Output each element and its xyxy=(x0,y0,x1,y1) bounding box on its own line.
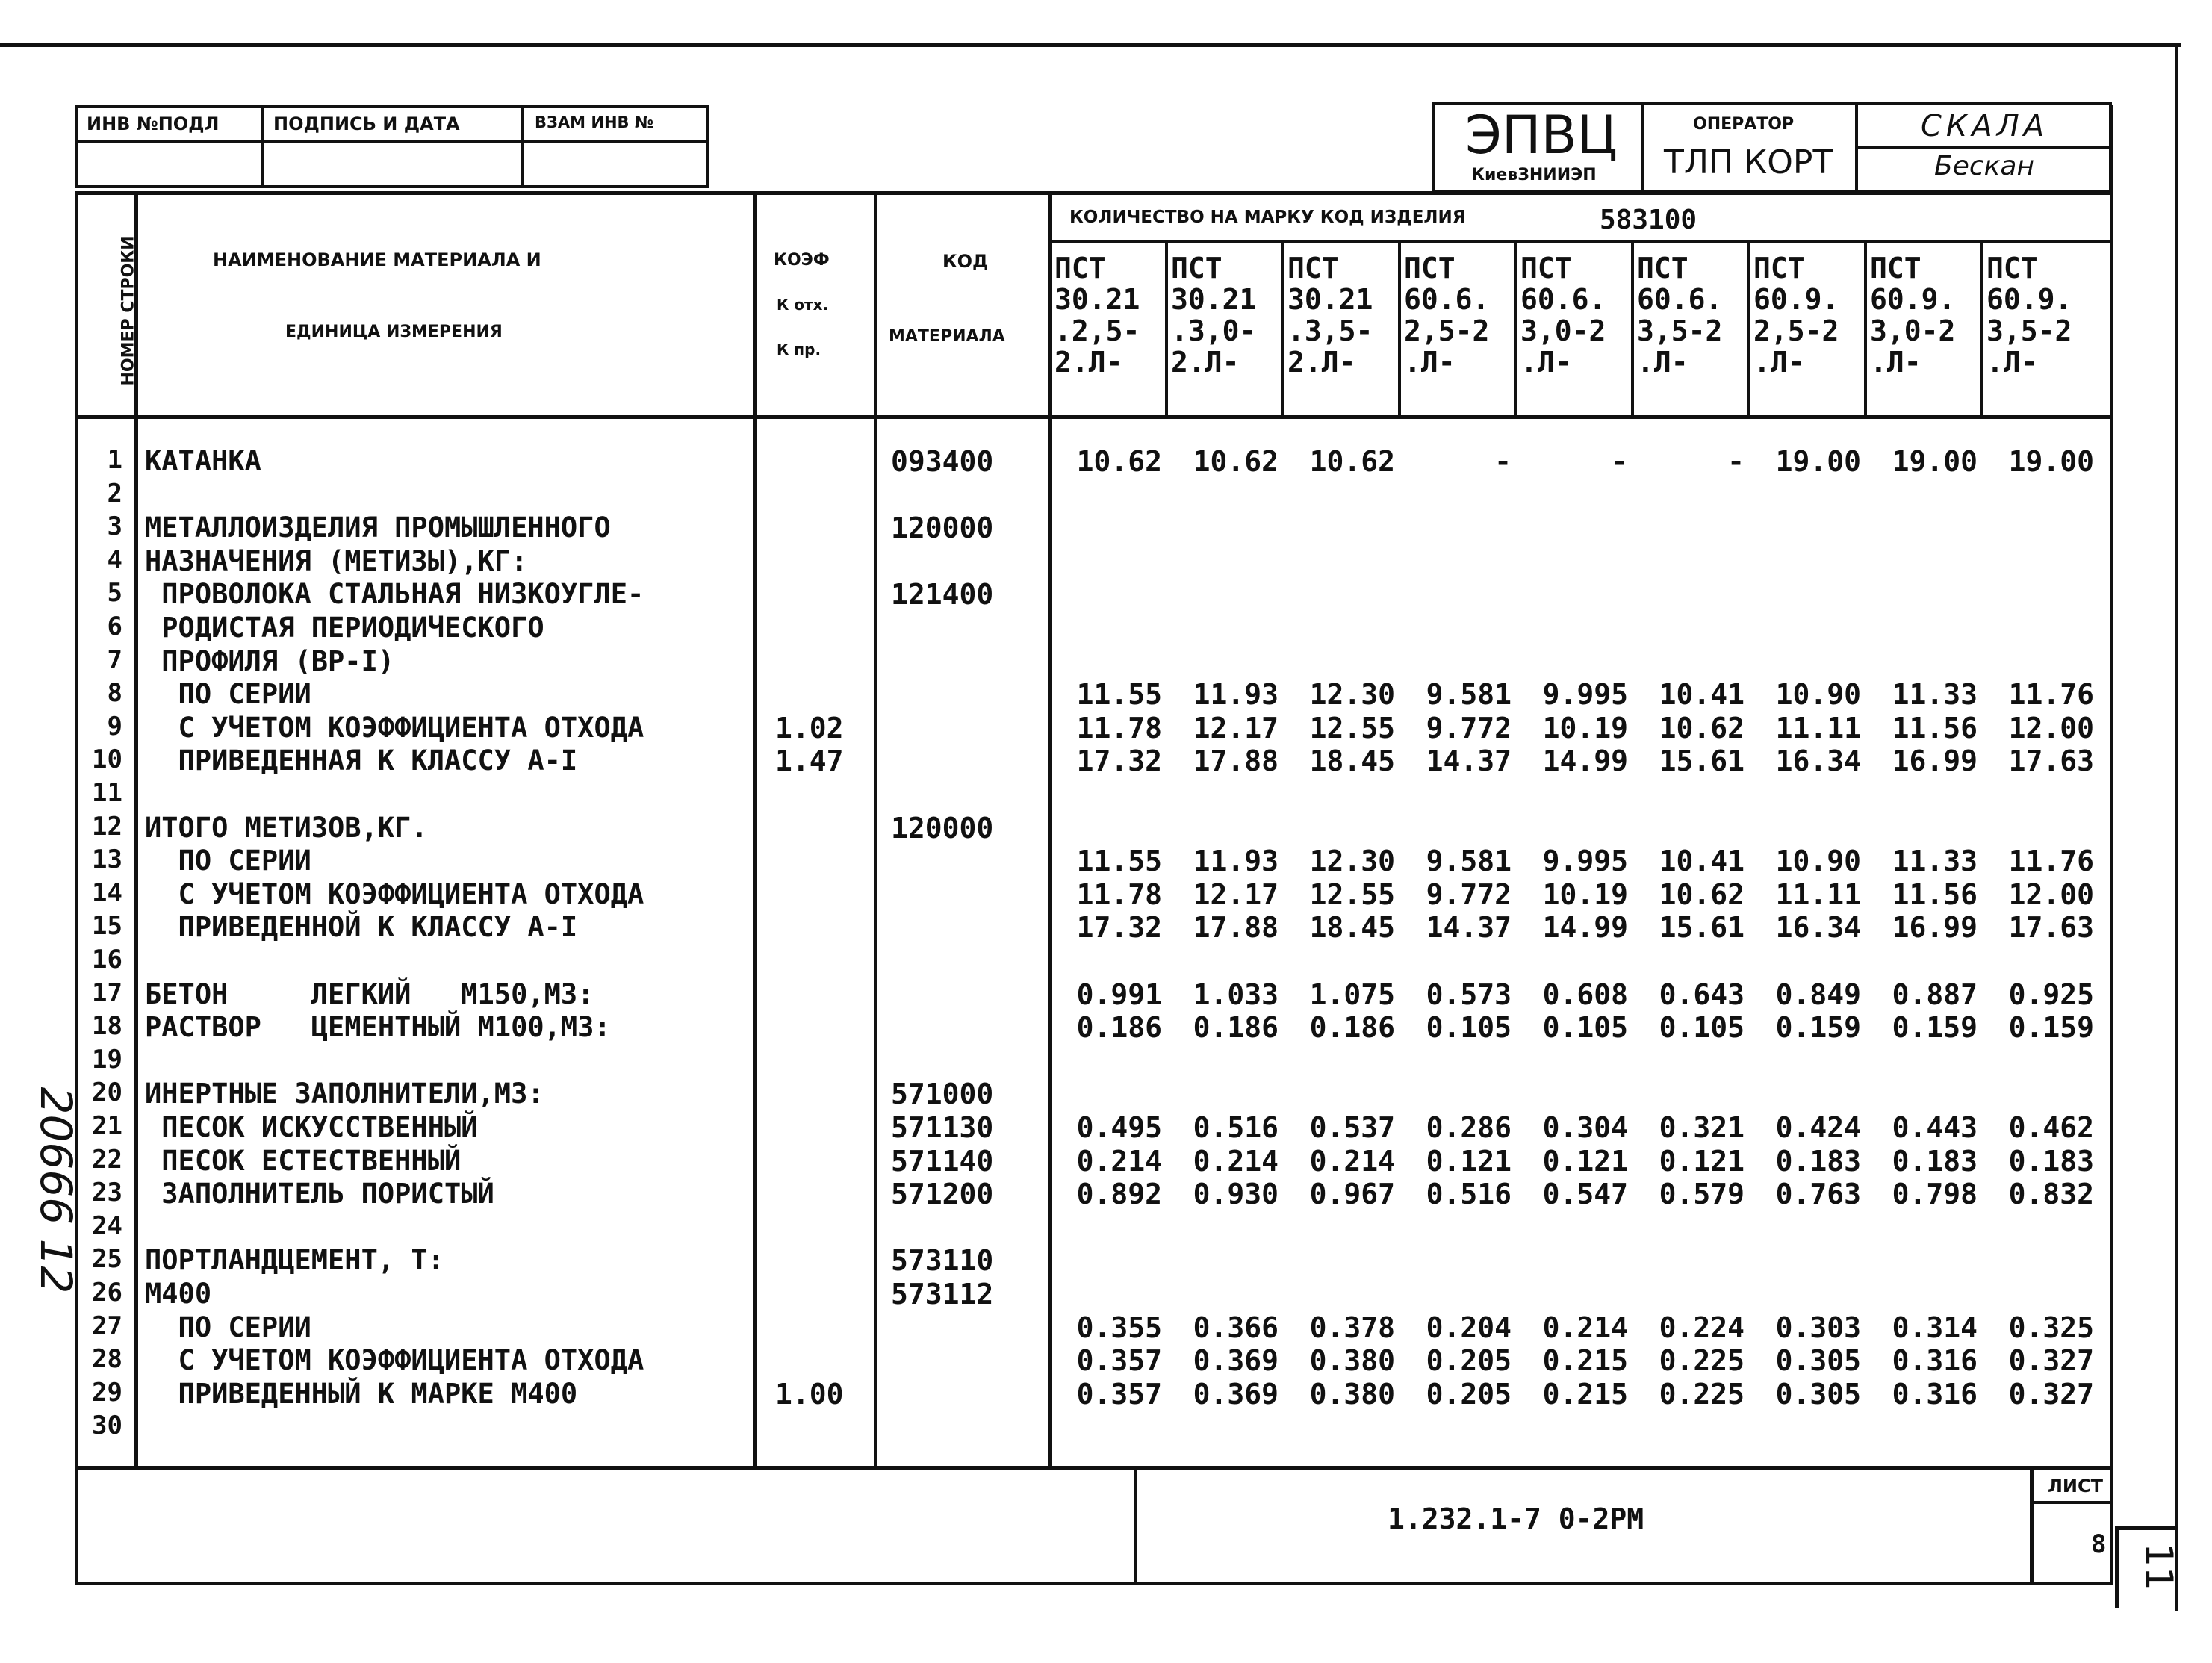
mark-sep xyxy=(1165,240,1168,417)
quantity-value: 1.075 xyxy=(1309,977,1395,1011)
mark-sep xyxy=(1980,240,1983,417)
coef-value: 1.47 xyxy=(775,745,844,778)
quantity-value: 0.215 xyxy=(1542,1377,1628,1411)
quantity-value: 0.887 xyxy=(1892,977,1978,1011)
mark-header-l3: 2,5-2 xyxy=(1404,314,1490,347)
row-number: 22 xyxy=(92,1144,122,1175)
quantity-value: 0.380 xyxy=(1309,1344,1395,1378)
mark-header-l1: ПСТ xyxy=(1054,252,1106,285)
mark-header-line xyxy=(1050,240,2113,243)
material-name: ПЕСОК ИСКУССТВЕННЫЙ xyxy=(145,1111,478,1143)
quantity-value: 0.357 xyxy=(1076,1344,1162,1378)
mark-sep xyxy=(1281,240,1284,417)
quantity-value: 10.19 xyxy=(1542,711,1628,745)
quantity-value: 16.34 xyxy=(1775,911,1861,945)
header-row-number: НОМЕР СТРОКИ xyxy=(119,236,138,386)
quantity-value: 0.643 xyxy=(1659,977,1745,1011)
side-tab xyxy=(2115,1526,2181,1608)
quantity-value: 0.225 xyxy=(1659,1344,1745,1378)
quantity-value: 0.357 xyxy=(1076,1377,1162,1411)
quantity-value: 11.76 xyxy=(2008,845,2094,878)
quantity-value: 0.321 xyxy=(1659,1111,1745,1144)
header-code-line2: МАТЕРИАЛА xyxy=(889,327,1005,346)
row-number: 1 xyxy=(107,445,122,475)
quantity-value: 11.33 xyxy=(1892,678,1978,712)
quantity-value: - xyxy=(1727,445,1745,478)
row-number: 10 xyxy=(92,745,122,775)
quantity-value: 14.37 xyxy=(1426,745,1512,778)
quantity-value: 11.78 xyxy=(1076,877,1162,911)
material-name: БЕТОН ЛЕГКИЙ М150,М3: xyxy=(145,977,594,1010)
row-number: 18 xyxy=(92,1011,122,1042)
quantity-value: 0.849 xyxy=(1775,977,1861,1011)
quantity-value: 0.121 xyxy=(1542,1144,1628,1178)
quantity-value: 9.772 xyxy=(1426,711,1512,745)
mark-sep xyxy=(1864,240,1867,417)
quantity-value: 0.316 xyxy=(1892,1344,1978,1378)
quantity-value: 0.925 xyxy=(2008,977,2094,1011)
quantity-value: 12.17 xyxy=(1193,711,1279,745)
operator-signature: Бескан xyxy=(1934,151,2034,181)
mark-header-l1: ПСТ xyxy=(1171,252,1222,285)
quantity-value: 10.62 xyxy=(1659,877,1745,911)
quantity-value: 9.995 xyxy=(1542,845,1628,878)
quantity-value: 10.41 xyxy=(1659,845,1745,878)
row-number: 5 xyxy=(107,578,122,609)
quantity-value: 15.61 xyxy=(1659,911,1745,945)
quantity-value: 0.121 xyxy=(1659,1144,1745,1178)
row-number: 8 xyxy=(107,678,122,709)
quantity-value: 0.325 xyxy=(2008,1311,2094,1344)
mark-header-l1: ПСТ xyxy=(1986,252,2038,285)
quantity-value: 0.205 xyxy=(1426,1377,1512,1411)
quantity-value: 16.99 xyxy=(1892,745,1978,778)
quantity-value: 10.90 xyxy=(1775,845,1861,878)
coef-value: 1.02 xyxy=(775,711,844,745)
mark-header-l3: 3,0-2 xyxy=(1870,314,1956,347)
quantity-value: 17.63 xyxy=(2008,745,2094,778)
quantity-value: 12.30 xyxy=(1309,678,1395,712)
header-coef-line1: КОЭФ xyxy=(774,251,830,270)
row-number: 20 xyxy=(92,1078,122,1108)
quantity-value: 17.88 xyxy=(1193,911,1279,945)
row-number: 16 xyxy=(92,945,122,975)
row-number: 2 xyxy=(107,478,122,509)
row-number: 25 xyxy=(92,1244,122,1275)
header-coef-line2: К отх. xyxy=(777,296,829,314)
operator-value: ТЛП КОРТ xyxy=(1664,143,1833,181)
material-code: 120000 xyxy=(891,512,994,545)
vline-coef xyxy=(874,191,877,1470)
quantity-value: 0.225 xyxy=(1659,1377,1745,1411)
org-sub: КиевЗНИИЭП xyxy=(1471,166,1597,184)
row-number: 29 xyxy=(92,1377,122,1408)
quantity-value: 0.798 xyxy=(1892,1178,1978,1211)
header-name-line1: НАИМЕНОВАНИЕ МАТЕРИАЛА И xyxy=(213,249,541,270)
sheet-label-line xyxy=(2030,1501,2113,1504)
material-code: 121400 xyxy=(891,578,994,612)
header-coef-line3: К пр. xyxy=(777,341,821,358)
quantity-value: 0.105 xyxy=(1542,1011,1628,1045)
mark-header-l4: 2.Л- xyxy=(1054,346,1123,379)
org-name: ЭПВЦ xyxy=(1465,105,1618,166)
quantity-value: 14.99 xyxy=(1542,911,1628,945)
mark-header-l2: 60.6. xyxy=(1520,283,1606,316)
quantity-value: 9.581 xyxy=(1426,845,1512,878)
quantity-value: 14.37 xyxy=(1426,911,1512,945)
quantity-value: - xyxy=(1494,445,1512,478)
sheet-label: ЛИСТ xyxy=(2048,1476,2104,1496)
material-code: 571130 xyxy=(891,1111,994,1144)
mark-header-l3: .3,0- xyxy=(1171,314,1257,347)
quantity-value: 9.995 xyxy=(1542,678,1628,712)
quantity-value: 11.93 xyxy=(1193,678,1279,712)
mark-header-l1: ПСТ xyxy=(1637,252,1688,285)
quantity-value: 0.305 xyxy=(1775,1377,1861,1411)
mark-header-l4: .Л- xyxy=(1986,346,2038,379)
quantity-value: 19.00 xyxy=(2008,445,2094,478)
quantity-value: 15.61 xyxy=(1659,745,1745,778)
quantity-value: 12.55 xyxy=(1309,711,1395,745)
row-number: 19 xyxy=(92,1044,122,1075)
quantity-value: 11.76 xyxy=(2008,678,2094,712)
row-number: 4 xyxy=(107,544,122,575)
quantity-value: 0.380 xyxy=(1309,1377,1395,1411)
org-block xyxy=(1432,102,2112,193)
quantity-value: 0.314 xyxy=(1892,1311,1978,1344)
quantity-value: 11.56 xyxy=(1892,711,1978,745)
mark-header-l4: 2.Л- xyxy=(1171,346,1240,379)
quantity-value: 11.33 xyxy=(1892,845,1978,878)
quantity-value: 10.62 xyxy=(1193,445,1279,478)
material-code: 120000 xyxy=(891,811,994,845)
quantity-value: 19.00 xyxy=(1892,445,1978,478)
quantity-value: 0.186 xyxy=(1193,1011,1279,1045)
header-name-line2: ЕДИНИЦА ИЗМЕРЕНИЯ xyxy=(285,323,503,341)
mark-sep xyxy=(1747,240,1750,417)
quantity-value: 16.34 xyxy=(1775,745,1861,778)
quantity-value: 12.00 xyxy=(2008,711,2094,745)
quantity-value: 10.62 xyxy=(1309,445,1395,478)
material-name: РАСТВОР ЦЕМЕНТНЫЙ М100,М3: xyxy=(145,1011,611,1044)
mark-header-l2: 30.21 xyxy=(1054,283,1140,316)
quantity-value: 0.105 xyxy=(1659,1011,1745,1045)
mark-sep xyxy=(1514,240,1517,417)
material-name: ПРИВЕДЕННАЯ К КЛАССУ А-I xyxy=(145,745,578,777)
row-number: 28 xyxy=(92,1344,122,1375)
header-bottom-line xyxy=(75,415,2113,419)
table-top-line-left xyxy=(75,191,1050,195)
quantity-value: 0.967 xyxy=(1309,1178,1395,1211)
quantity-value: 0.991 xyxy=(1076,977,1162,1011)
row-number: 27 xyxy=(92,1311,122,1341)
quantity-value: 19.00 xyxy=(1775,445,1861,478)
stamp-podpis-data: ПОДПИСЬ И ДАТА xyxy=(273,114,460,134)
footer-bottom-line xyxy=(75,1582,2113,1585)
mark-header-l2: 60.9. xyxy=(1986,283,2072,316)
quantity-value: 10.62 xyxy=(1076,445,1162,478)
row-number: 7 xyxy=(107,644,122,675)
frame-top-line xyxy=(0,43,2181,47)
quantity-value: 10.41 xyxy=(1659,678,1745,712)
row-number: 14 xyxy=(92,877,122,908)
material-code: 573110 xyxy=(891,1244,994,1278)
quantity-value: 11.78 xyxy=(1076,711,1162,745)
row-number: 24 xyxy=(92,1210,122,1241)
mark-header-l4: .Л- xyxy=(1520,346,1572,379)
vline-name xyxy=(753,191,757,1470)
coef-value: 1.00 xyxy=(775,1377,844,1411)
quantity-value: 0.214 xyxy=(1542,1311,1628,1344)
mark-header-l2: 60.6. xyxy=(1637,283,1723,316)
material-name: ПЕСОК ЕСТЕСТВЕННЫЙ xyxy=(145,1144,462,1177)
material-name: НАЗНАЧЕНИЯ (МЕТИЗЫ),КГ: xyxy=(145,544,528,577)
vline-code xyxy=(1048,191,1052,1470)
material-name: ПО СЕРИИ xyxy=(145,845,311,877)
quantity-value: 0.832 xyxy=(2008,1178,2094,1211)
quantity-value: 0.355 xyxy=(1076,1311,1162,1344)
product-code: 583100 xyxy=(1600,205,1697,235)
material-name: М400 xyxy=(145,1278,212,1310)
material-name: ПРИВЕДЕННЫЙ К МАРКЕ М400 xyxy=(145,1377,578,1410)
quantity-value: 0.205 xyxy=(1426,1344,1512,1378)
mark-sep xyxy=(1631,240,1634,417)
row-number: 26 xyxy=(92,1278,122,1308)
material-name: ПРИВЕДЕННОЙ К КЛАССУ А-I xyxy=(145,911,578,944)
material-name: ПО СЕРИИ xyxy=(145,678,311,711)
mark-header-l1: ПСТ xyxy=(1753,252,1805,285)
row-number: 11 xyxy=(92,778,122,808)
mark-header-l4: .Л- xyxy=(1637,346,1688,379)
mark-header-l4: .Л- xyxy=(1870,346,1921,379)
stamp-box xyxy=(75,105,709,188)
material-code: 571000 xyxy=(891,1078,994,1111)
quantity-value: 10.62 xyxy=(1659,711,1745,745)
row-number: 17 xyxy=(92,977,122,1008)
material-name: С УЧЕТОМ КОЭФФИЦИЕНТА ОТХОДА xyxy=(145,877,644,910)
quantity-value: 0.378 xyxy=(1309,1311,1395,1344)
mark-header-l1: ПСТ xyxy=(1520,252,1572,285)
qty-header-label: КОЛИЧЕСТВО НА МАРКУ КОД ИЗДЕЛИЯ xyxy=(1069,208,1466,227)
quantity-value: 12.55 xyxy=(1309,877,1395,911)
mark-header-l3: 2,5-2 xyxy=(1753,314,1839,347)
material-name: С УЧЕТОМ КОЭФФИЦИЕНТА ОТХОДА xyxy=(145,1344,644,1377)
quantity-value: 11.55 xyxy=(1076,678,1162,712)
quantity-value: 0.215 xyxy=(1542,1344,1628,1378)
quantity-value: 11.11 xyxy=(1775,711,1861,745)
quantity-value: 12.17 xyxy=(1193,877,1279,911)
quantity-value: 0.369 xyxy=(1193,1377,1279,1411)
quantity-value: 0.105 xyxy=(1426,1011,1512,1045)
quantity-value: 0.183 xyxy=(1775,1144,1861,1178)
row-number: 15 xyxy=(92,911,122,942)
quantity-value: 10.90 xyxy=(1775,678,1861,712)
material-code: 571200 xyxy=(891,1178,994,1211)
quantity-value: 0.424 xyxy=(1775,1111,1861,1144)
table-bottom-line xyxy=(75,1466,2113,1470)
quantity-value: 0.159 xyxy=(1892,1011,1978,1045)
row-number: 9 xyxy=(107,711,122,742)
quantity-value: 12.30 xyxy=(1309,845,1395,878)
quantity-value: 0.186 xyxy=(1309,1011,1395,1045)
quantity-value: 18.45 xyxy=(1309,911,1395,945)
system-name: СКАЛА xyxy=(1921,109,2049,143)
quantity-value: 0.159 xyxy=(2008,1011,2094,1045)
quantity-value: 0.516 xyxy=(1193,1111,1279,1144)
row-number: 30 xyxy=(92,1411,122,1441)
quantity-value: 0.763 xyxy=(1775,1178,1861,1211)
mark-header-l3: 3,5-2 xyxy=(1986,314,2072,347)
sheet-number: 8 xyxy=(2091,1529,2107,1559)
quantity-value: 0.327 xyxy=(2008,1344,2094,1378)
quantity-value: 9.772 xyxy=(1426,877,1512,911)
frame-right-line xyxy=(2175,43,2178,1611)
quantity-value: 12.00 xyxy=(2008,877,2094,911)
quantity-value: 17.32 xyxy=(1076,911,1162,945)
material-name: ПРОФИЛЯ (ВР-I) xyxy=(145,644,395,677)
mark-header-l1: ПСТ xyxy=(1870,252,1921,285)
material-name: ИТОГО МЕТИЗОВ,КГ. xyxy=(145,811,428,844)
footer-sep-1 xyxy=(1134,1466,1137,1585)
quantity-value: 0.286 xyxy=(1426,1111,1512,1144)
quantity-value: 0.573 xyxy=(1426,977,1512,1011)
quantity-value: 0.579 xyxy=(1659,1178,1745,1211)
quantity-value: - xyxy=(1611,445,1628,478)
stamp-vzam-inv: ВЗАМ ИНВ № xyxy=(535,114,654,131)
quantity-value: 9.581 xyxy=(1426,678,1512,712)
mark-header-l2: 60.6. xyxy=(1404,283,1490,316)
mark-header-l4: .Л- xyxy=(1404,346,1455,379)
mark-header-l3: .2,5- xyxy=(1054,314,1140,347)
quantity-value: 0.369 xyxy=(1193,1344,1279,1378)
quantity-value: 11.11 xyxy=(1775,877,1861,911)
quantity-value: 0.327 xyxy=(2008,1377,2094,1411)
quantity-value: 0.366 xyxy=(1193,1311,1279,1344)
material-name: КАТАНКА xyxy=(145,445,261,477)
material-name: ПРОВОЛОКА СТАЛЬНАЯ НИЗКОУГЛЕ- xyxy=(145,578,644,611)
quantity-value: 0.516 xyxy=(1426,1178,1512,1211)
row-number: 12 xyxy=(92,811,122,842)
quantity-value: 0.547 xyxy=(1542,1178,1628,1211)
stamp-inv-podl: ИНВ №ПОДЛ xyxy=(87,114,220,134)
material-code: 093400 xyxy=(891,445,994,478)
mark-header-l4: .Л- xyxy=(1753,346,1805,379)
quantity-value: 11.55 xyxy=(1076,845,1162,878)
quantity-value: 0.462 xyxy=(2008,1111,2094,1144)
quantity-value: 0.183 xyxy=(2008,1144,2094,1178)
quantity-value: 0.443 xyxy=(1892,1111,1978,1144)
quantity-value: 0.214 xyxy=(1193,1144,1279,1178)
mark-header-l3: 3,0-2 xyxy=(1520,314,1606,347)
material-name: ИНЕРТНЫЕ ЗАПОЛНИТЕЛИ,М3: xyxy=(145,1078,544,1110)
material-name: ПОРТЛАНДЦЕМЕНТ, Т: xyxy=(145,1244,444,1277)
quantity-value: 0.186 xyxy=(1076,1011,1162,1045)
material-name: РОДИСТАЯ ПЕРИОДИЧЕСКОГО xyxy=(145,612,544,644)
mark-header-l2: 60.9. xyxy=(1870,283,1956,316)
doc-code: 1.232.1-7 0-2РМ xyxy=(1388,1502,1644,1535)
quantity-value: 0.224 xyxy=(1659,1311,1745,1344)
operator-label: ОПЕРАТОР xyxy=(1693,115,1795,134)
quantity-value: 0.537 xyxy=(1309,1111,1395,1144)
quantity-value: 1.033 xyxy=(1193,977,1279,1011)
quantity-value: 0.495 xyxy=(1076,1111,1162,1144)
row-number: 23 xyxy=(92,1178,122,1208)
mark-header-l3: 3,5-2 xyxy=(1637,314,1723,347)
row-number: 21 xyxy=(92,1111,122,1141)
quantity-value: 0.204 xyxy=(1426,1311,1512,1344)
mark-sep xyxy=(1398,240,1401,417)
quantity-value: 0.305 xyxy=(1775,1344,1861,1378)
table-top-line xyxy=(1050,191,2113,195)
quantity-value: 0.214 xyxy=(1309,1144,1395,1178)
quantity-value: 11.56 xyxy=(1892,877,1978,911)
quantity-value: 17.88 xyxy=(1193,745,1279,778)
footer-sep-2 xyxy=(2030,1466,2034,1585)
quantity-value: 0.159 xyxy=(1775,1011,1861,1045)
mark-header-l2: 30.21 xyxy=(1171,283,1257,316)
quantity-value: 0.214 xyxy=(1076,1144,1162,1178)
quantity-value: 0.608 xyxy=(1542,977,1628,1011)
header-code-line1: КОД xyxy=(942,251,989,272)
side-number: 11 xyxy=(2137,1543,2181,1591)
material-name: МЕТАЛЛОИЗДЕЛИЯ ПРОМЫШЛЕННОГО xyxy=(145,512,611,544)
quantity-value: 0.121 xyxy=(1426,1144,1512,1178)
mark-header-l4: 2.Л- xyxy=(1287,346,1356,379)
quantity-value: 0.930 xyxy=(1193,1178,1279,1211)
quantity-value: 0.303 xyxy=(1775,1311,1861,1344)
quantity-value: 11.93 xyxy=(1193,845,1279,878)
quantity-value: 0.183 xyxy=(1892,1144,1978,1178)
quantity-value: 0.316 xyxy=(1892,1377,1978,1411)
material-name: ЗАПОЛНИТЕЛЬ ПОРИСТЫЙ xyxy=(145,1178,494,1210)
quantity-value: 18.45 xyxy=(1309,745,1395,778)
quantity-value: 17.32 xyxy=(1076,745,1162,778)
row-number: 13 xyxy=(92,845,122,875)
quantity-value: 14.99 xyxy=(1542,745,1628,778)
row-number: 6 xyxy=(107,612,122,641)
margin-number: 20666 12 xyxy=(31,1087,81,1294)
row-number: 3 xyxy=(107,512,122,542)
mark-header-l1: ПСТ xyxy=(1404,252,1455,285)
mark-header-l2: 30.21 xyxy=(1287,283,1373,316)
quantity-value: 0.304 xyxy=(1542,1111,1628,1144)
material-name: ПО СЕРИИ xyxy=(145,1311,311,1343)
quantity-value: 16.99 xyxy=(1892,911,1978,945)
quantity-value: 10.19 xyxy=(1542,877,1628,911)
mark-header-l3: .3,5- xyxy=(1287,314,1373,347)
mark-header-l1: ПСТ xyxy=(1287,252,1339,285)
quantity-value: 17.63 xyxy=(2008,911,2094,945)
mark-header-l2: 60.9. xyxy=(1753,283,1839,316)
quantity-value: 0.892 xyxy=(1076,1178,1162,1211)
material-name: С УЧЕТОМ КОЭФФИЦИЕНТА ОТХОДА xyxy=(145,711,644,744)
material-code: 573112 xyxy=(891,1278,994,1311)
vline-right xyxy=(2110,105,2113,1585)
material-code: 571140 xyxy=(891,1144,994,1178)
